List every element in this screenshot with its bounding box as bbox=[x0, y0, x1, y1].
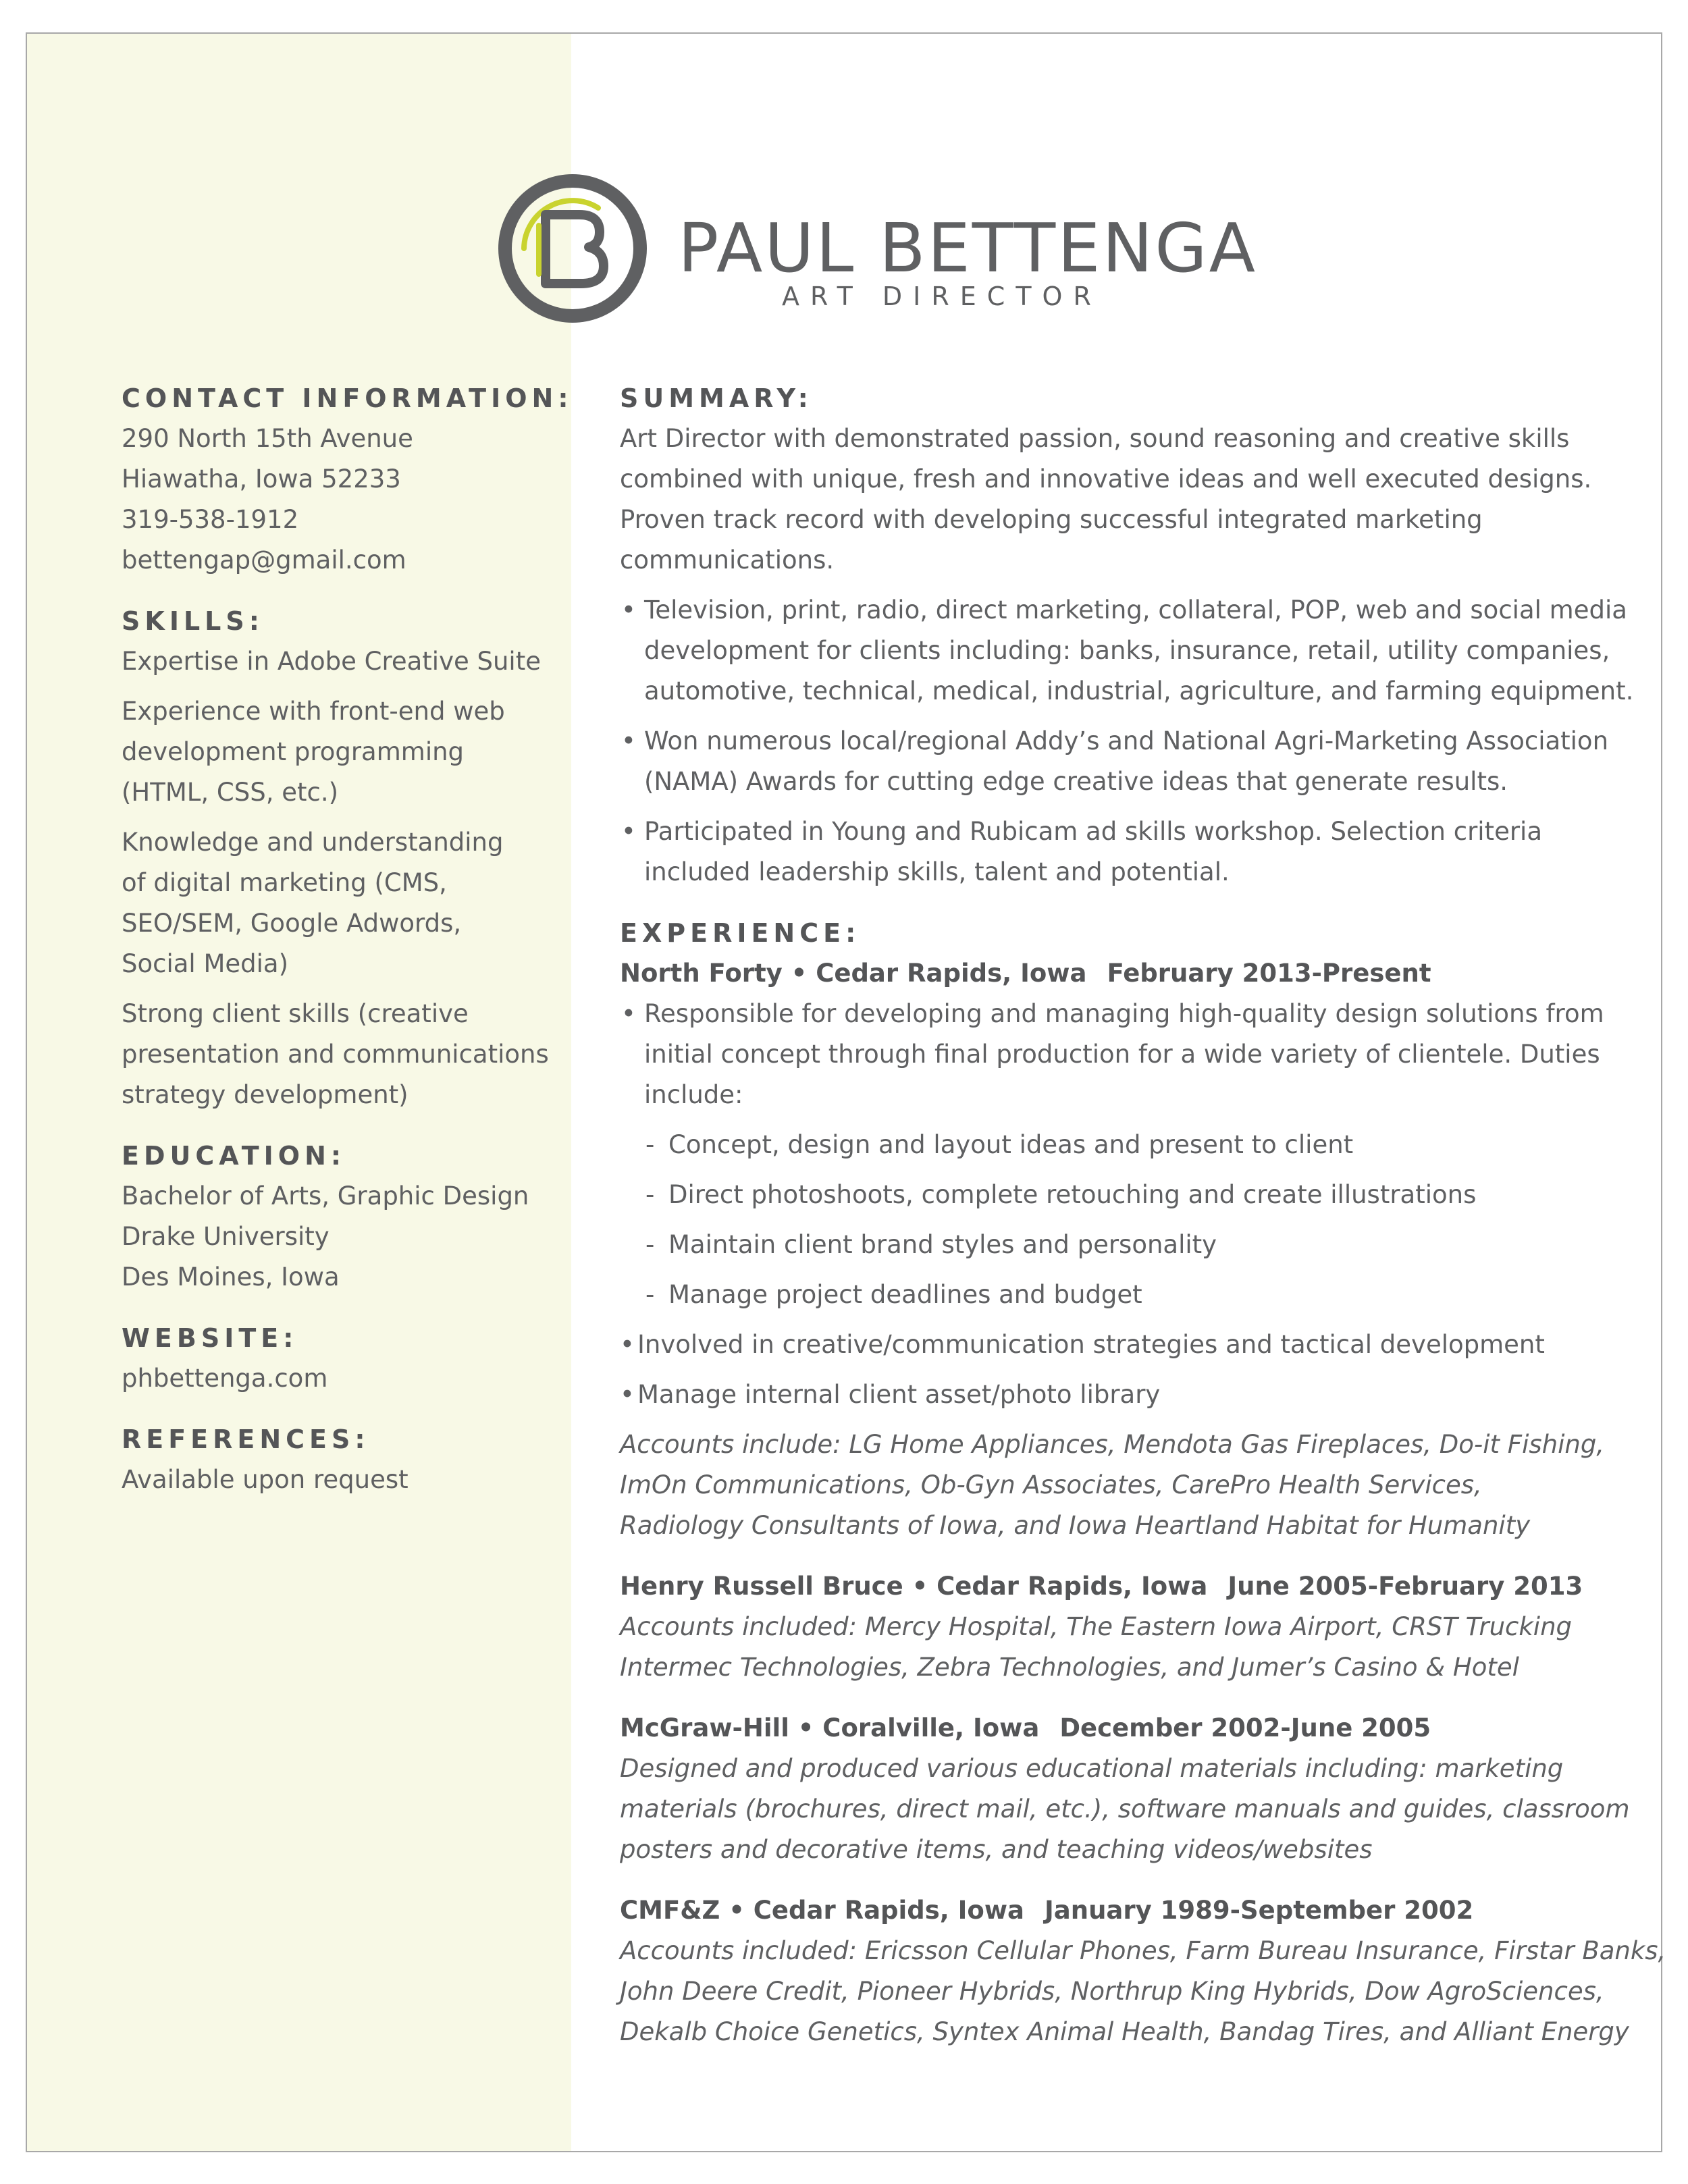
website-link[interactable]: phbettenga.com bbox=[122, 1364, 328, 1393]
duty-item bbox=[620, 1125, 1592, 1165]
job-dates: December 2002-June 2005 bbox=[1059, 1713, 1431, 1742]
bullet-icon: • bbox=[621, 595, 636, 624]
job-accounts-line: posters and decorative items, and teaching videos/websites bbox=[620, 1835, 1373, 1864]
job-company: McGraw-Hill • Coralville, Iowa bbox=[620, 1713, 1040, 1742]
bullet-line: Manage internal client asset/photo library bbox=[637, 1380, 1161, 1409]
bullet-icon: • bbox=[620, 1380, 635, 1409]
job-dates: February 2013-Present bbox=[1107, 959, 1431, 988]
summary-line: Art Director with demonstrated passion, sound reasoning and creative skills bbox=[620, 424, 1570, 453]
bullet-line: Involved in creative/communication strategies and tactical development bbox=[637, 1330, 1545, 1359]
job-company: CMF&Z • Cedar Rapids, Iowa bbox=[620, 1896, 1024, 1925]
bullet-line: automotive, technical, medical, industrial, agriculture, and farming equipment. bbox=[644, 676, 1634, 705]
duty-line: Direct photoshoots, complete retouching and create illustrations bbox=[668, 1180, 1477, 1209]
job-header bbox=[620, 1890, 1592, 1931]
duty-line: Concept, design and layout ideas and present to client bbox=[668, 1130, 1354, 1159]
duty-line: Manage project deadlines and budget bbox=[668, 1280, 1142, 1309]
summary-line: communications. bbox=[620, 545, 835, 575]
job-accounts-line: ImOn Communications, Ob-Gyn Associates, CarePro Health Services, bbox=[620, 1470, 1482, 1499]
bullet-icon: • bbox=[620, 1330, 635, 1359]
bullet-line: (NAMA) Awards for cutting edge creative ideas that generate results. bbox=[644, 767, 1508, 796]
references-text: Available upon request bbox=[122, 1465, 408, 1494]
skill-item bbox=[122, 994, 554, 1115]
job-accounts-line: Designed and produced various educational materials including: marketing bbox=[620, 1754, 1564, 1783]
skill-item bbox=[122, 691, 554, 813]
contact-city: Hiawatha, Iowa 52233 bbox=[122, 464, 401, 494]
job-dates: June 2005-February 2013 bbox=[1228, 1572, 1583, 1601]
job-bullet bbox=[620, 994, 1604, 1115]
job-extra-bullet bbox=[620, 1375, 1592, 1415]
skill-line: (HTML, CSS, etc.) bbox=[122, 778, 339, 807]
bullet-icon: • bbox=[621, 726, 636, 755]
contact-email[interactable]: bettengap@gmail.com bbox=[122, 545, 406, 575]
skill-line: presentation and communications bbox=[122, 1040, 549, 1069]
education-degree: Bachelor of Arts, Graphic Design bbox=[122, 1181, 529, 1210]
dash-icon: - bbox=[645, 1180, 655, 1209]
skills-heading: SKILLS: bbox=[122, 606, 264, 636]
experience-heading: EXPERIENCE: bbox=[620, 918, 861, 948]
job-accounts-line: Accounts included: Ericsson Cellular Phones, Farm Bureau Insurance, Firstar Banks, bbox=[620, 1936, 1666, 1965]
job-title-subtitle: ART DIRECTOR bbox=[782, 282, 1102, 311]
contact-address: 290 North 15th Avenue bbox=[122, 424, 413, 453]
dash-icon: - bbox=[645, 1230, 655, 1259]
job-extra-bullet bbox=[620, 1325, 1592, 1365]
bullet-line: Responsible for developing and managing high-quality design solutions from bbox=[644, 999, 1604, 1028]
bullet-icon: • bbox=[621, 999, 636, 1028]
skill-line: SEO/SEM, Google Adwords, bbox=[122, 909, 462, 938]
website-heading: WEBSITE: bbox=[122, 1323, 298, 1353]
bullet-line: Participated in Young and Rubicam ad skills workshop. Selection criteria bbox=[644, 817, 1542, 846]
skill-line: strategy development) bbox=[122, 1080, 408, 1109]
job-company: North Forty • Cedar Rapids, Iowa bbox=[620, 959, 1087, 988]
bullet-line: included leadership skills, talent and potential. bbox=[644, 857, 1230, 886]
job-company: Henry Russell Bruce • Cedar Rapids, Iowa bbox=[620, 1572, 1208, 1601]
sidebar bbox=[122, 378, 573, 1500]
job-accounts-line: John Deere Credit, Pioneer Hybrids, Northrup King Hybrids, Dow AgroSciences, bbox=[620, 1977, 1604, 2006]
summary-line: Proven track record with developing successful integrated marketing bbox=[620, 505, 1483, 534]
job-accounts-line: materials (brochures, direct mail, etc.), software manuals and guides, classroom bbox=[620, 1794, 1630, 1823]
job-dates: January 1989-September 2002 bbox=[1045, 1896, 1474, 1925]
bullet-line: include: bbox=[644, 1080, 743, 1109]
summary-line: combined with unique, fresh and innovative ideas and well executed designs. bbox=[620, 464, 1592, 494]
dash-icon: - bbox=[645, 1130, 655, 1159]
logo-letter: B bbox=[572, 248, 573, 249]
skill-line: Knowledge and understanding bbox=[122, 828, 504, 857]
skill-line: Experience with front-end web bbox=[122, 697, 505, 726]
job-accounts-line: Intermec Technologies, Zebra Technologies, and Jumer’s Casino & Hotel bbox=[620, 1653, 1519, 1682]
main-content bbox=[620, 378, 1666, 2052]
duty-item bbox=[620, 1225, 1592, 1265]
job-accounts-line: Accounts included: Mercy Hospital, The Eastern Iowa Airport, CRST Trucking bbox=[620, 1612, 1573, 1641]
bullet-line: initial concept through final production for a wide variety of clientele. Duties bbox=[644, 1040, 1600, 1069]
skill-line: development programming bbox=[122, 737, 465, 766]
job-header bbox=[620, 1566, 1592, 1607]
bullet-line: Television, print, radio, direct marketing, collateral, POP, web and social media bbox=[644, 595, 1627, 624]
duty-line: Maintain client brand styles and personality bbox=[668, 1230, 1217, 1259]
references-heading: REFERENCES: bbox=[122, 1424, 370, 1454]
summary-heading: SUMMARY: bbox=[620, 383, 813, 413]
job-header bbox=[620, 953, 1592, 994]
skill-line: Strong client skills (creative bbox=[122, 999, 469, 1028]
skill-item bbox=[122, 641, 554, 682]
education-location: Des Moines, Iowa bbox=[122, 1262, 340, 1291]
skill-line: Social Media) bbox=[122, 949, 289, 978]
summary-bullet bbox=[620, 590, 1634, 712]
page-title: PAUL BETTENGA bbox=[678, 209, 1258, 288]
pb-logo-icon bbox=[497, 173, 648, 324]
job-header bbox=[620, 1708, 1592, 1749]
contact-heading: CONTACT INFORMATION: bbox=[122, 383, 573, 413]
job-accounts-line: Accounts include: LG Home Appliances, Mendota Gas Fireplaces, Do-it Fishing, bbox=[620, 1430, 1605, 1459]
bullet-line: development for clients including: banks, insurance, retail, utility companies, bbox=[644, 636, 1610, 665]
duty-item bbox=[620, 1175, 1592, 1215]
job-accounts-line: Dekalb Choice Genetics, Syntex Animal Health, Bandag Tires, and Alliant Energy bbox=[620, 2017, 1629, 2046]
summary-bullet bbox=[620, 721, 1609, 802]
duty-item bbox=[620, 1275, 1592, 1315]
skill-item bbox=[122, 822, 554, 984]
contact-phone: 319-538-1912 bbox=[122, 505, 299, 534]
education-heading: EDUCATION: bbox=[122, 1141, 346, 1171]
summary-bullet bbox=[620, 811, 1592, 893]
skill-line: of digital marketing (CMS, bbox=[122, 868, 447, 897]
dash-icon: - bbox=[645, 1280, 655, 1309]
bullet-icon: • bbox=[621, 817, 636, 846]
education-school: Drake University bbox=[122, 1222, 329, 1251]
bullet-line: Won numerous local/regional Addy’s and National Agri-Marketing Association bbox=[644, 726, 1609, 755]
skill-line: Expertise in Adobe Creative Suite bbox=[122, 647, 541, 676]
job-accounts-line: Radiology Consultants of Iowa, and Iowa Heartland Habitat for Humanity bbox=[620, 1511, 1531, 1540]
